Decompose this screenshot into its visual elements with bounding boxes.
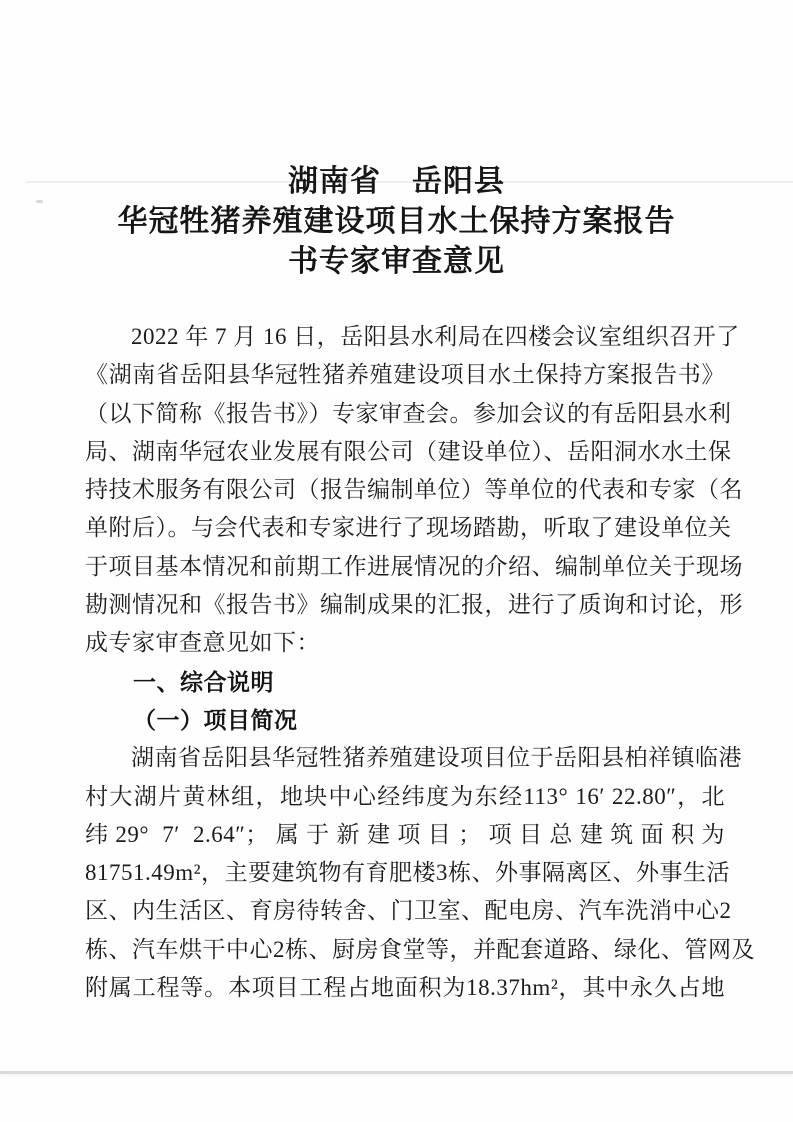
body-text-line: 局、湖南华冠农业发展有限公司（建设单位）、岳阳洞水水土保 (85, 438, 732, 464)
body-text-line: 成专家审查意见如下： (85, 630, 320, 656)
section-heading-1: 一、综合说明 (133, 668, 274, 695)
body-text-line: 2022 年 7 月 16 日，岳阳县水利局在四楼会议室组织召开了 (131, 324, 740, 349)
body-text-line: 湖南省岳阳县华冠牲猪养殖建设项目位于岳阳县柏祥镇临港 (131, 745, 742, 771)
scan-artifact-line-bottom (0, 1071, 793, 1074)
body-text-line: 单附后）。与会代表和专家进行了现场踏勘，听取了建设单位关 (85, 515, 732, 541)
document-title (0, 162, 793, 282)
title-line-1: 湖南省 岳阳县 (288, 165, 505, 198)
body-text-line: 《湖南省岳阳县华冠牲猪养殖建设项目水土保持方案报告书》 (85, 362, 725, 388)
body-text-line: 持技术服务有限公司（报告编制单位）等单位的代表和专家（名 (85, 477, 743, 503)
body-text-line: 勘测情况和《报告书》编制成果的汇报，进行了质询和讨论，形 (85, 592, 743, 618)
body-text-line: 于项目基本情况和前期工作进展情况的介绍、编制单位关于现场 (85, 553, 743, 579)
title-line-2: 华冠牲猪养殖建设项目水土保持方案报告 (117, 205, 676, 238)
body-text-line: 村大湖片黄林组，地块中心经纬度为东经113° 16′ 22.80″，北 (85, 783, 725, 809)
body-text-line: 区、内生活区、育房待转舍、门卫室、配电房、汽车洗消中心2 (85, 898, 732, 924)
body-text-line: （以下简称《报告书》）专家审查会。参加会议的有岳阳县水利 (85, 400, 732, 426)
document-body (85, 318, 755, 1007)
body-text-line: 81751.49m²，主要建筑物有育肥楼3栋、外事隔离区、外事生活 (85, 860, 731, 886)
body-text-line: 附属工程等。本项目工程占地面积为18.37hm²，其中永久占地 (85, 975, 725, 1001)
body-text-line: 栋、汽车烘干中心2栋、厨房食堂等，并配套道路、绿化、管网及 (85, 936, 755, 962)
body-text-line: 纬29° 7′ 2.64″；属于新建项目；项目总建筑面积为 (85, 821, 725, 847)
title-line-3: 书专家审查意见 (288, 245, 505, 278)
section-subheading-1: （一）项目简况 (133, 706, 298, 733)
